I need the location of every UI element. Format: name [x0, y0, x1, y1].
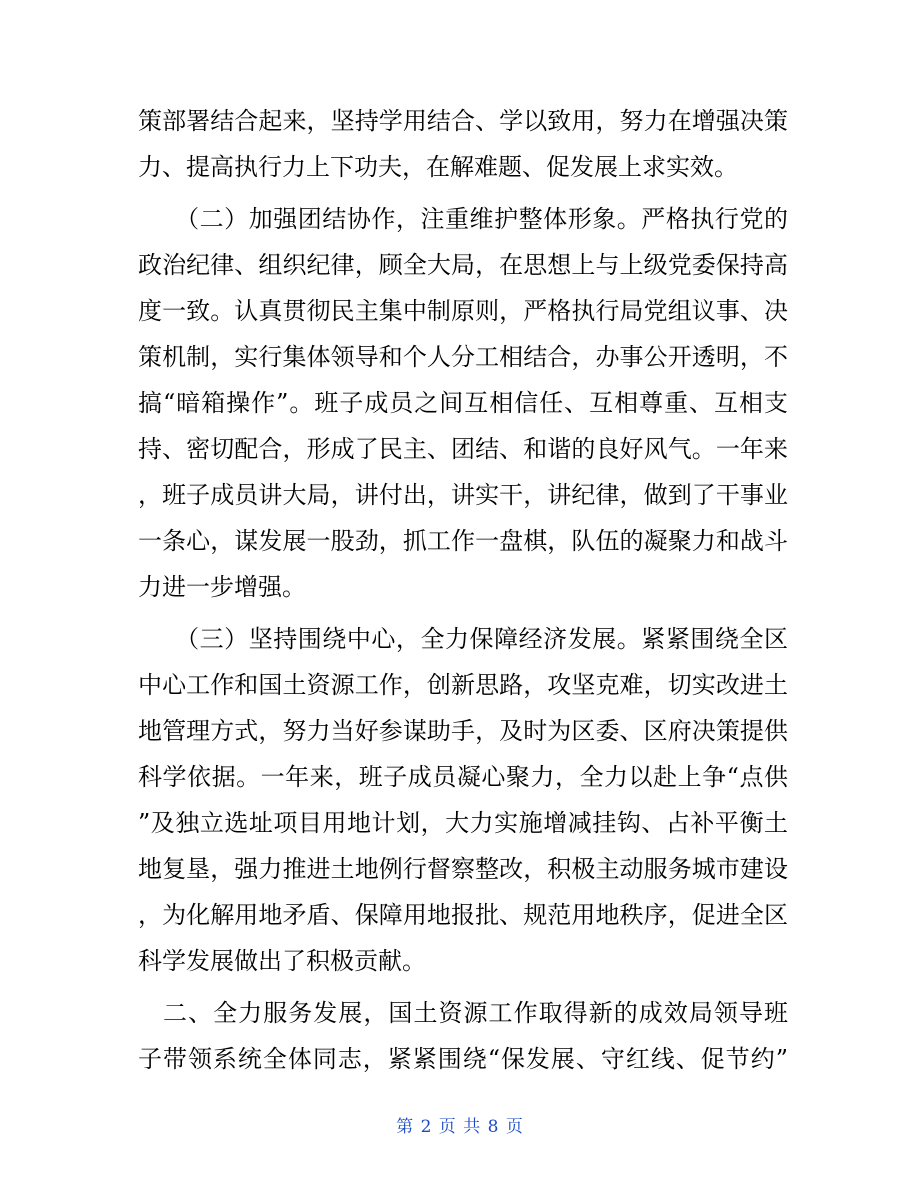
text-line: 度一致。认真贯彻民主集中制原则，严格执行局党组议事、决 [138, 297, 788, 325]
paragraph-4 [138, 990, 788, 1082]
text-line: 力进一步增强。 [138, 573, 306, 601]
text-line: 策机制，实行集体领导和个人分工相结合，办事公开透明，不 [138, 343, 788, 371]
text-line: 力、提高执行力上下功夫，在解难题、促发展上求实效。 [138, 153, 738, 181]
text-line: 地管理方式，努力当好参谋助手，及时为区委、区府决策提供 [138, 717, 788, 745]
text-line: ，班子成员讲大局，讲付出，讲实干，讲纪律，做到了干事业 [138, 481, 788, 509]
body-text [138, 98, 788, 1082]
text-line: ”及独立选址项目用地计划，大力实施增减挂钩、占补平衡土 [138, 809, 788, 837]
page-number-footer: 第 2 页 共 8 页 [396, 1117, 524, 1137]
paragraph-1 [138, 98, 788, 190]
text-line: 策部署结合起来，坚持学用结合、学以致用，努力在增强决策 [138, 107, 788, 135]
text-line: 一条心，谋发展一股劲，抓工作一盘棋，队伍的凝聚力和战斗 [138, 527, 788, 555]
text-line: 中心工作和国土资源工作，创新思路，攻坚克难，切实改进土 [138, 671, 788, 699]
paragraph-3 [138, 616, 788, 984]
text-line: （三）坚持围绕中心，全力保障经济发展。紧紧围绕全区 [138, 625, 788, 653]
text-line: 地复垦，强力推进土地例行督察整改，积极主动服务城市建设 [138, 855, 788, 883]
text-line: 二、全力服务发展，国土资源工作取得新的成效局领导班 [138, 999, 788, 1027]
text-line: 搞“暗箱操作”。班子成员之间互相信任、互相尊重、互相支 [138, 389, 788, 417]
text-line: （二）加强团结协作，注重维护整体形象。严格执行党的 [138, 205, 788, 233]
text-line: 科学发展做出了积极贡献。 [138, 947, 426, 975]
text-line: 政治纪律、组织纪律，顾全大局，在思想上与上级党委保持高 [138, 251, 788, 279]
text-line: 科学依据。一年来，班子成员凝心聚力，全力以赴上争“点供 [138, 763, 788, 791]
text-line: 子带领系统全体同志，紧紧围绕“保发展、守红线、促节约” [138, 1045, 788, 1073]
text-line: 持、密切配合，形成了民主、团结、和谐的良好风气。一年来 [138, 435, 788, 463]
text-line: ，为化解用地矛盾、保障用地报批、规范用地秩序，促进全区 [138, 901, 788, 929]
paragraph-2 [138, 196, 788, 610]
